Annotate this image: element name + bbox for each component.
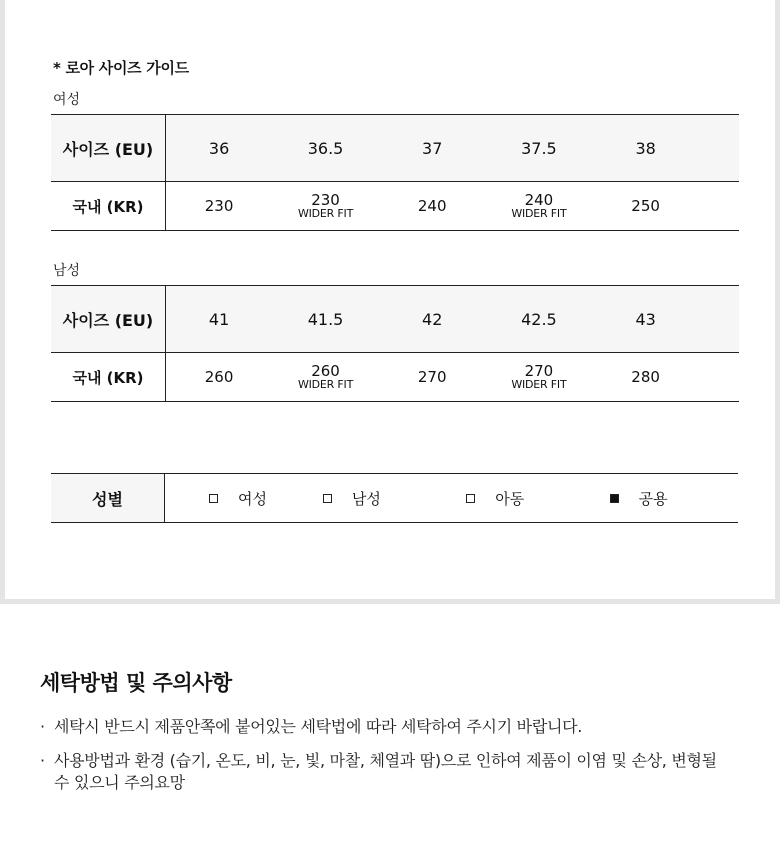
kr-size-cell — [486, 353, 593, 402]
kr-size-row — [51, 182, 739, 231]
gender-option-unisex — [595, 474, 738, 523]
bullet-icon: · — [40, 717, 45, 736]
care-list-item — [40, 750, 730, 794]
care-list-item — [40, 716, 730, 738]
kr-size-value: 260 — [311, 362, 340, 380]
kr-size-row — [51, 353, 739, 402]
kr-size-value: 240 — [524, 191, 554, 209]
eu-size-cell: 38 — [592, 115, 699, 182]
men-label: 남성 — [53, 263, 81, 279]
eu-size-row — [51, 286, 739, 353]
men-size-table — [51, 285, 739, 402]
gender-option-label: 남성 — [351, 489, 381, 508]
gender-row — [51, 474, 738, 523]
gender-option-men — [308, 474, 451, 523]
women-label: 여성 — [53, 92, 81, 108]
size-guide-title: * 로아 사이즈 가이드 — [53, 59, 189, 77]
gender-option-label: 아동 — [495, 489, 525, 508]
wider-fit-note: WIDER FIT — [297, 378, 354, 391]
gender-option-kids — [451, 474, 594, 523]
gender-option-label: 공용 — [638, 489, 668, 508]
kr-size-value: 270 — [524, 362, 554, 380]
women-size-table — [51, 114, 739, 231]
kr-size-cell — [272, 353, 379, 402]
empty-cell — [699, 182, 739, 231]
kr-size-header: 국내 (KR) — [51, 182, 166, 231]
kr-size-header: 국내 (KR) — [51, 353, 166, 402]
gender-table — [51, 473, 738, 523]
kr-size-cell — [486, 182, 593, 231]
wider-fit-note: WIDER FIT — [297, 207, 354, 220]
empty-cell — [699, 286, 739, 353]
care-item-text: 세탁시 반드시 제품안쪽에 붙어있는 세탁법에 따라 세탁하여 주시기 바랍니다. — [54, 717, 583, 736]
kr-size-cell: 240 — [379, 182, 486, 231]
checkbox-icon — [209, 494, 218, 503]
gender-header: 성별 — [51, 474, 165, 523]
checkbox-icon — [323, 494, 332, 503]
kr-size-cell: 230 — [166, 182, 273, 231]
bullet-icon: · — [40, 751, 45, 770]
care-item-text: 사용방법과 환경 (습기, 온도, 비, 눈, 빛, 마찰, 체열과 땀)으로 인하여 제품이 이염 및 손상, 변형될 수 있으니 주의요망 — [54, 751, 717, 792]
wider-fit-note: WIDER FIT — [511, 378, 567, 391]
eu-size-cell: 37 — [379, 115, 486, 182]
empty-cell — [699, 115, 739, 182]
eu-size-row — [51, 115, 739, 182]
kr-size-cell: 270 — [379, 353, 486, 402]
eu-size-cell: 37.5 — [486, 115, 593, 182]
care-title: 세탁방법 및 주의사항 — [40, 671, 232, 695]
kr-size-cell: 260 — [166, 353, 273, 402]
checkbox-checked-icon — [610, 494, 619, 503]
kr-size-value: 230 — [311, 191, 340, 209]
eu-size-header: 사이즈 (EU) — [51, 286, 166, 353]
wider-fit-note: WIDER FIT — [511, 207, 567, 220]
eu-size-cell: 36 — [166, 115, 273, 182]
kr-size-cell: 280 — [592, 353, 699, 402]
eu-size-cell: 41.5 — [272, 286, 379, 353]
checkbox-icon — [466, 494, 475, 503]
kr-size-cell — [272, 182, 379, 231]
gender-option-label: 여성 — [238, 489, 267, 508]
eu-size-header: 사이즈 (EU) — [51, 115, 166, 182]
empty-cell — [699, 353, 739, 402]
eu-size-cell: 41 — [166, 286, 273, 353]
eu-size-cell: 43 — [592, 286, 699, 353]
eu-size-cell: 42.5 — [486, 286, 593, 353]
gender-option-women — [165, 474, 308, 523]
eu-size-cell: 42 — [379, 286, 486, 353]
eu-size-cell: 36.5 — [272, 115, 379, 182]
kr-size-cell: 250 — [592, 182, 699, 231]
